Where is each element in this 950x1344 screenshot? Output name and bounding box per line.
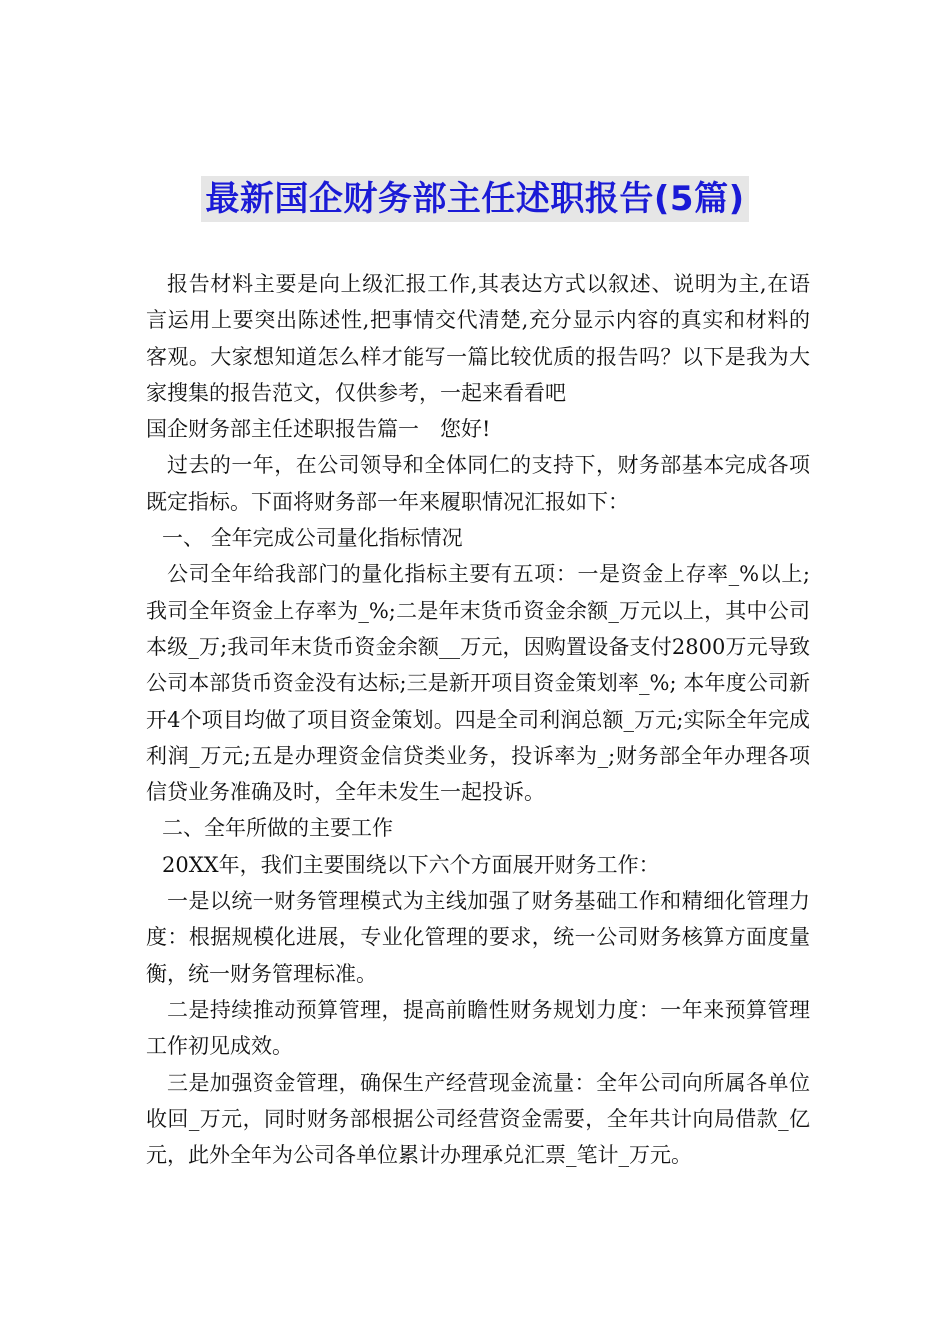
- work-item-one: 一是以统一财务管理模式为主线加强了财务基础工作和精细化管理力度：根据规模化进展，专业化管理的要求，统一公司财务核算方面度量衡，统一财务管理标准。: [146, 889, 810, 986]
- heading-quantified-targets: 一、 全年完成公司量化指标情况: [162, 526, 463, 551]
- targets-paragraph: 公司全年给我部门的量化指标主要有五项：一是资金上存率_%以上;我司全年资金上存率为_%;二是年末货币资金余额_万元以上，其中公司本级_万;我司年末货币资金余额__万元，因购置设备支付2800万元导致公司本部货币资金没有达标;三是新开项目资金策划率_%; 本年度公司新开4个项目均做了项目资金策划。四是全司利润总额_万元;实际全年完成利润_万元;五是办理资金信贷类业务，投诉率为_;财务部全年办理各项信贷业务准确及时，全年未发生一起投诉。: [146, 562, 810, 805]
- work-item-three: 三是加强资金管理，确保生产经营现金流量：全年公司向所属各单位收回_万元，同时财务部根据公司经营资金需要，全年共计向局借款_亿元，此外全年为公司各单位累计办理承兑汇票_笔计_万元。: [146, 1070, 810, 1168]
- opening-paragraph: 过去的一年，在公司领导和全体同仁的支持下，财务部基本完成各项既定指标。下面将财务部一年来履职情况汇报如下：: [146, 453, 810, 514]
- title-container: [0, 176, 950, 222]
- document-body: [146, 266, 810, 1173]
- section-heading-part-one: 国企财务部主任述职报告篇一 您好!: [146, 417, 491, 442]
- intro-paragraph: 报告材料主要是向上级汇报工作,其表达方式以叙述、说明为主,在语言运用上要突出陈述性,把事情交代清楚,充分显示内容的真实和材料的客观。大家想知道怎么样才能写一篇比较优质的报告吗？以下是我为大家搜集的报告范文，仅供参考，一起来看看吧: [146, 272, 810, 405]
- heading-main-work: 二、全年所做的主要工作: [162, 816, 393, 841]
- document-title: 最新国企财务部主任述职报告(5篇): [201, 176, 748, 222]
- work-item-two: 二是持续推动预算管理，提高前瞻性财务规划力度：一年来预算管理工作初见成效。: [146, 997, 810, 1059]
- work-overview-paragraph: 20XX年，我们主要围绕以下六个方面展开财务工作：: [162, 852, 660, 877]
